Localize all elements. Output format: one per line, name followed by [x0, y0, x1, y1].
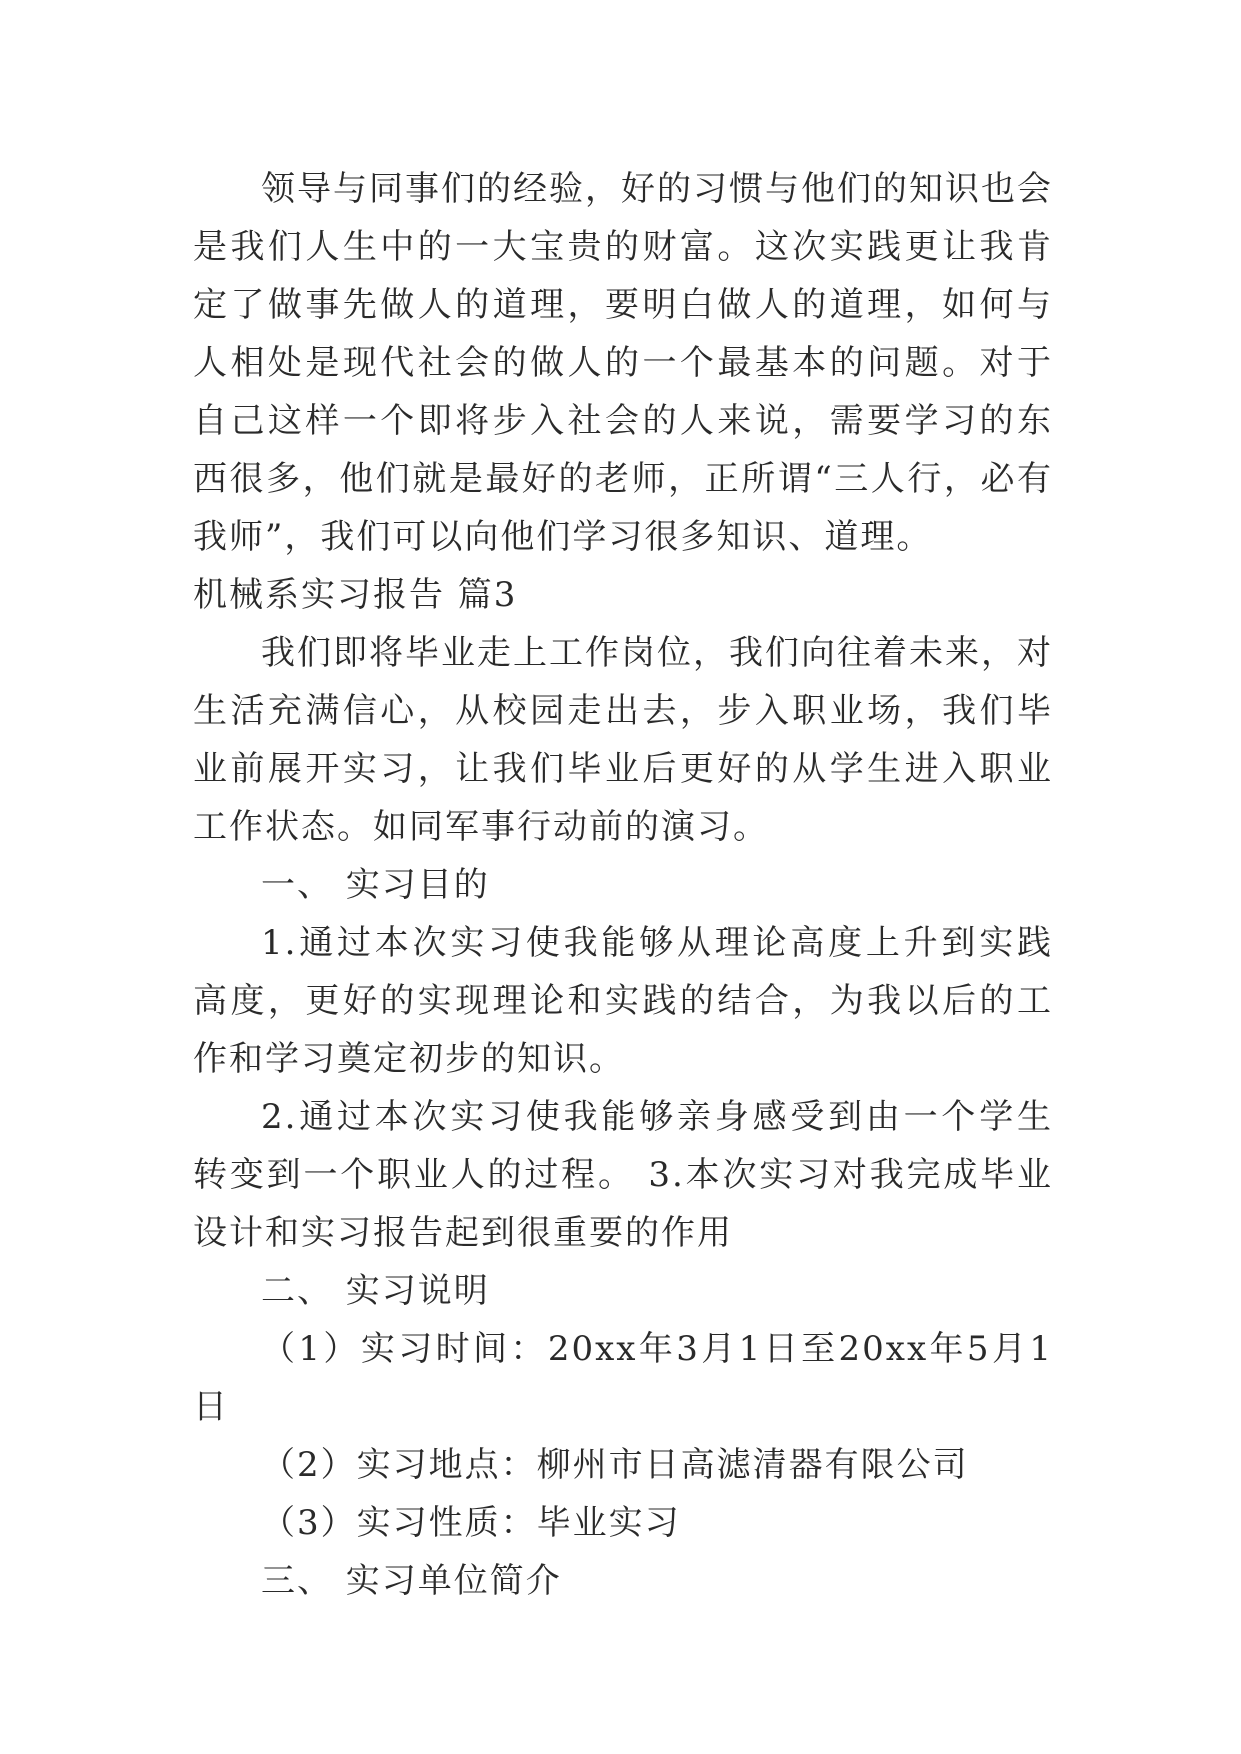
section-heading-part3: 机械系实习报告 篇3 — [193, 575, 518, 615]
subheading-company: 三、 实习单位简介 — [261, 1561, 562, 1601]
subheading-description: 二、 实习说明 — [261, 1271, 490, 1311]
list-item-location: （2）实习地点：柳州市日高滤清器有限公司 — [261, 1445, 969, 1485]
subheading-purpose: 一、 实习目的 — [261, 865, 490, 905]
paragraph-continuation: 领导与同事们的经验，好的习惯与他们的知识也会是我们人生中的一大宝贵的财富。这次实践更让我肯定了做事先做人的道理，要明白做人的道理，如何与人相处是现代社会的做人的一个最基本的问题。对于自己这样一个即将步入社会的人来说，需要学习的东西很多，他们就是最好的老师，正所谓“三人行，必有我师”，我们可以向他们学习很多知识、道理。 — [193, 169, 1053, 557]
list-item-nature: （3）实习性质：毕业实习 — [261, 1503, 681, 1543]
list-item-time: （1）实习时间：20xx年3月1日至20xx年5月1日 — [193, 1329, 1053, 1427]
paragraph-intro: 我们即将毕业走上工作岗位，我们向往着未来，对生活充满信心，从校园走出去，步入职业场，我们毕业前展开实习，让我们毕业后更好的从学生进入职业工作状态。如同军事行动前的演习。 — [193, 633, 1053, 847]
paragraph-purpose-2: 2.通过本次实习使我能够亲身感受到由一个学生转变到一个职业人的过程。 3.本次实习对我完成毕业设计和实习报告起到很重要的作用 — [193, 1097, 1053, 1253]
document-body — [193, 160, 1053, 1610]
paragraph-purpose-1: 1.通过本次实习使我能够从理论高度上升到实践高度，更好的实现理论和实践的结合，为我以后的工作和学习奠定初步的知识。 — [193, 923, 1053, 1079]
